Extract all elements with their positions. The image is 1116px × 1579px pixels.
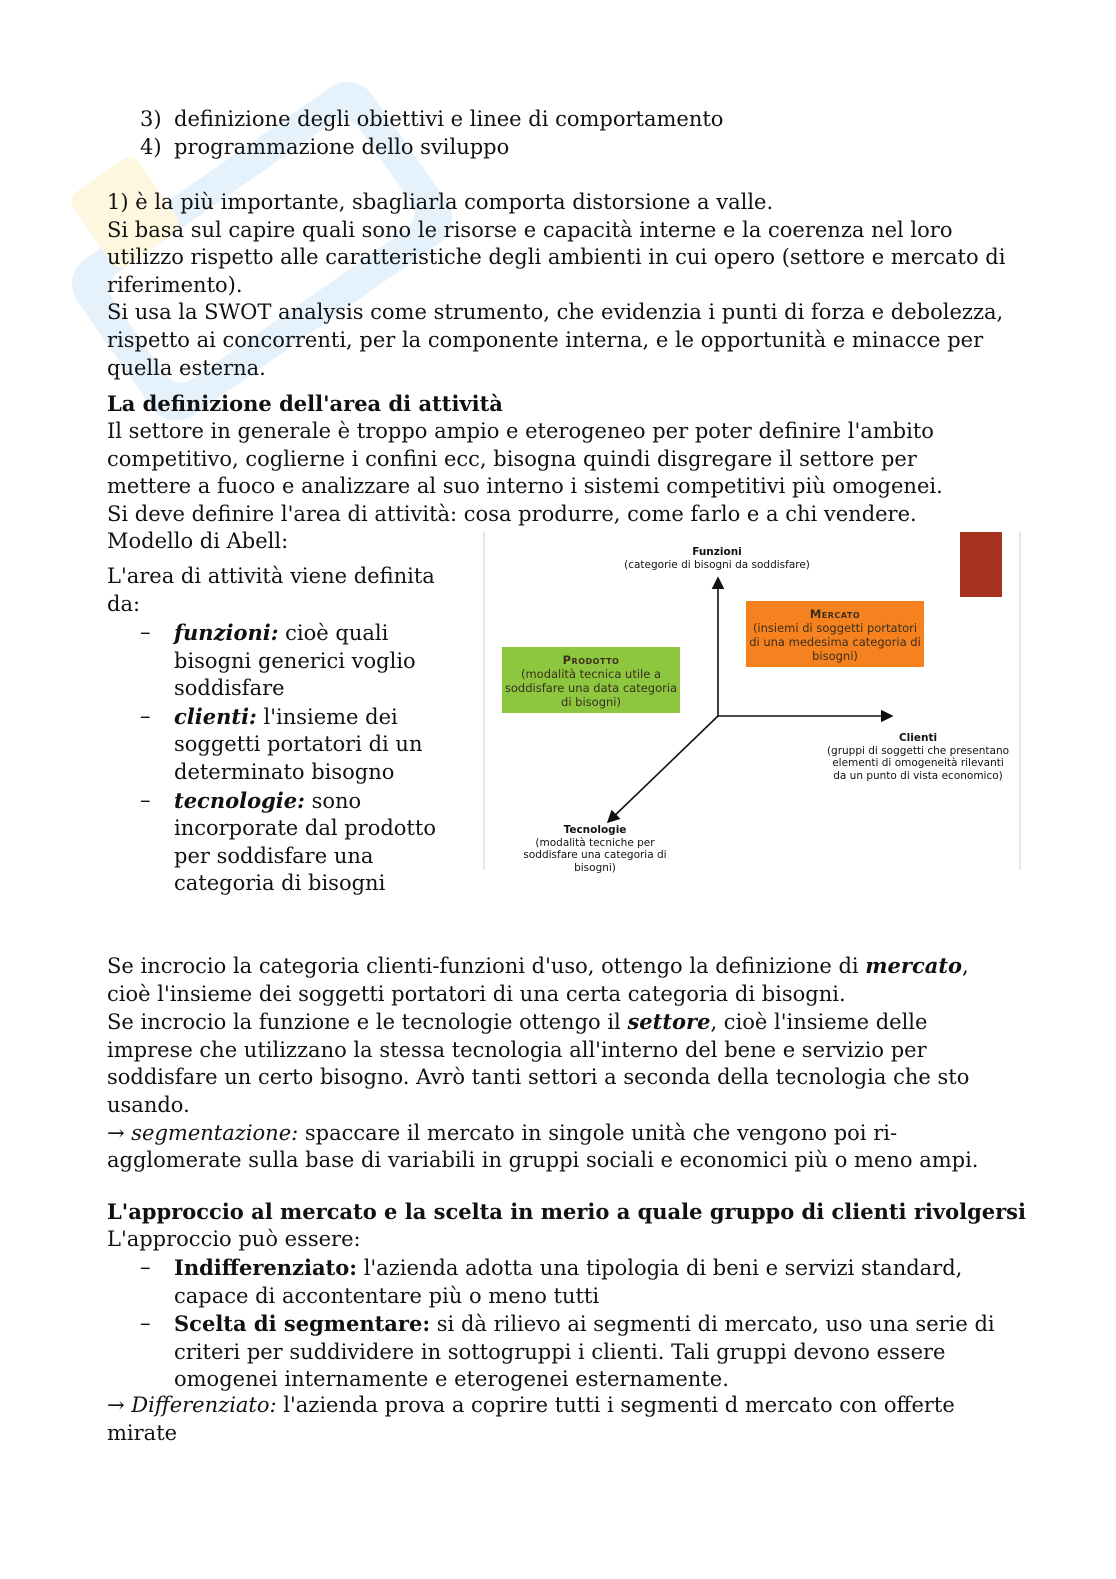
dash-bullet: –	[140, 620, 151, 644]
text-run: , cioè l'insieme dei soggetti portatori di una certa categoria di bisogni.	[107, 954, 969, 1006]
list-item	[140, 134, 1000, 162]
term: clienti:	[174, 703, 257, 729]
paragraph-mercato	[107, 952, 1007, 1008]
tecnologie-label	[512, 824, 678, 874]
mercato-title: Mercato	[809, 607, 861, 621]
mercato-box	[746, 601, 924, 667]
paragraph-line: Modello di Abell:	[107, 529, 289, 554]
list-item	[140, 619, 440, 703]
section-heading: La definizione dell'area di attività	[107, 391, 503, 416]
mercato-subtitle: (insiemi di soggetti portatori di una medesima categoria di bisogni)	[749, 621, 921, 663]
clienti-subtitle: (gruppi di soggetti che presentano elementi di omogeneità rilevanti da un punto di vista economico)	[826, 744, 1010, 782]
dash-bullet: –	[140, 787, 151, 812]
paragraph-line: Si deve definire l'area di attività: cosa produrre, come farlo e a chi vendere.	[107, 501, 917, 526]
text-run: Se incrocio la categoria clienti-funzioni d'uso, ottengo la definizione di	[107, 954, 866, 978]
section-heading: L'approccio al mercato e la scelta in merio a quale gruppo di clienti rivolgersi	[107, 1199, 1026, 1224]
prodotto-title: Prodotto	[562, 653, 620, 667]
term-segmentazione: segmentazione:	[131, 1120, 299, 1145]
paragraph-line: Si basa sul capire quali sono le risorse e capacità interne e la coerenza nel loro utilizzo rispetto alle caratteristiche degli ambienti in cui opero (settore e mercato di riferimento).	[107, 217, 1006, 297]
funzioni-subtitle: (categorie di bisogni da soddisfare)	[624, 558, 810, 571]
text-run: l'azienda prova a coprire tutti i segmenti d mercato con offerte mirate	[107, 1393, 955, 1445]
prodotto-subtitle: (modalità tecnica utile a soddisfare una data categoria di bisogni)	[504, 667, 678, 709]
dash-bullet: –	[140, 1311, 151, 1336]
term-description: l'azienda adotta una tipologia di beni e servizi standard, capace di accontentare più o meno tutti	[174, 1256, 963, 1308]
term: Scelta di segmentare:	[174, 1311, 431, 1337]
abell-diagram	[482, 532, 1022, 874]
axis-tecnologie	[608, 716, 718, 822]
paragraph-line: Si usa la SWOT analysis come strumento, che evidenzia i punti di forza e debolezza, rispetto ai concorrenti, per la componente interna, e le opportunità e minacce per quella esterna.	[107, 300, 1004, 380]
approach-list	[140, 1254, 1000, 1394]
paragraph-line: Il settore in generale è troppo ampio e eterogeneo per poter definire l'ambito competitivo, coglierne i confini ecc, bisogna quindi disgregare il settore per mettere a fuoco e analizzare al suo interno i sistemi competitivi più omogenei.	[107, 419, 943, 499]
term: tecnologie:	[174, 787, 305, 813]
list-item	[140, 106, 1000, 134]
list-item	[140, 1254, 1000, 1310]
paragraph-segmentazione	[107, 1120, 1007, 1175]
abell-list	[140, 619, 440, 898]
keyword-mercato: mercato	[865, 953, 963, 978]
clienti-label	[826, 732, 1010, 782]
corner-accent	[960, 532, 1002, 597]
term-description: sono incorporate dal prodotto per soddisfare una categoria di bisogni	[174, 788, 436, 896]
dash-bullet: –	[140, 1255, 151, 1279]
clienti-title: Clienti	[898, 732, 938, 744]
arrow-glyph: →	[107, 1393, 132, 1417]
term: funzioni:	[174, 620, 279, 645]
prodotto-box	[502, 647, 680, 713]
funzioni-title: Funzioni	[692, 546, 742, 558]
paragraph-differenziato	[107, 1392, 1007, 1447]
term-description: l'insieme dei soggetti portatori di un determinato bisogno	[174, 704, 423, 784]
area-intro: L'area di attività viene definita da:	[107, 564, 435, 616]
tecnologie-title: Tecnologie	[563, 824, 627, 836]
term: Indifferenziato:	[174, 1255, 358, 1280]
keyword-settore: settore	[627, 1009, 711, 1035]
text-run: spaccare il mercato in singole unità che vengono poi ri-agglomerate sulla base di variabili in gruppi sociali e economici più o meno ampi.	[107, 1120, 979, 1173]
tecnologie-subtitle: (modalità tecniche per soddisfare una categoria di bisogni)	[523, 836, 667, 874]
text-run: , cioè l'insieme delle imprese che utilizzano la stessa tecnologia all'interno del bene e servizio per soddisfare un certo bisogno. Avrò tanti settori a seconda della tecnologia che sto usando.	[107, 1010, 970, 1117]
list-number: 3)	[140, 107, 162, 131]
funzioni-label	[612, 546, 822, 571]
list-text: definizione degli obiettivi e linee di comportamento	[174, 107, 724, 131]
term-differenziato: Differenziato:	[131, 1393, 277, 1417]
list-text: programmazione dello sviluppo	[174, 135, 510, 159]
paragraph-settore	[107, 1008, 1007, 1119]
list-number: 4)	[140, 135, 162, 159]
list-item	[140, 787, 440, 898]
term-description: cioè quali bisogni generici voglio soddisfare	[174, 621, 416, 701]
paragraph-line: 1) è la più importante, sbagliarla comporta distorsione a valle.	[107, 190, 774, 214]
arrow-glyph: →	[107, 1120, 132, 1145]
section-mercato-settore	[107, 952, 1007, 1175]
list-item	[140, 1310, 1000, 1394]
paragraph-intro	[107, 189, 1007, 382]
text-run: Se incrocio la funzione e le tecnologie ottengo il	[107, 1010, 628, 1035]
approach-intro: L'approccio può essere:	[107, 1227, 361, 1251]
list-item	[140, 703, 440, 787]
dash-bullet: –	[140, 703, 151, 728]
term-description: si dà rilievo ai segmenti di mercato, uso una serie di criteri per suddividere in sottogruppi i clienti. Tali gruppi devono essere omogenei internamente e eterogenei esternamente.	[174, 1312, 995, 1392]
